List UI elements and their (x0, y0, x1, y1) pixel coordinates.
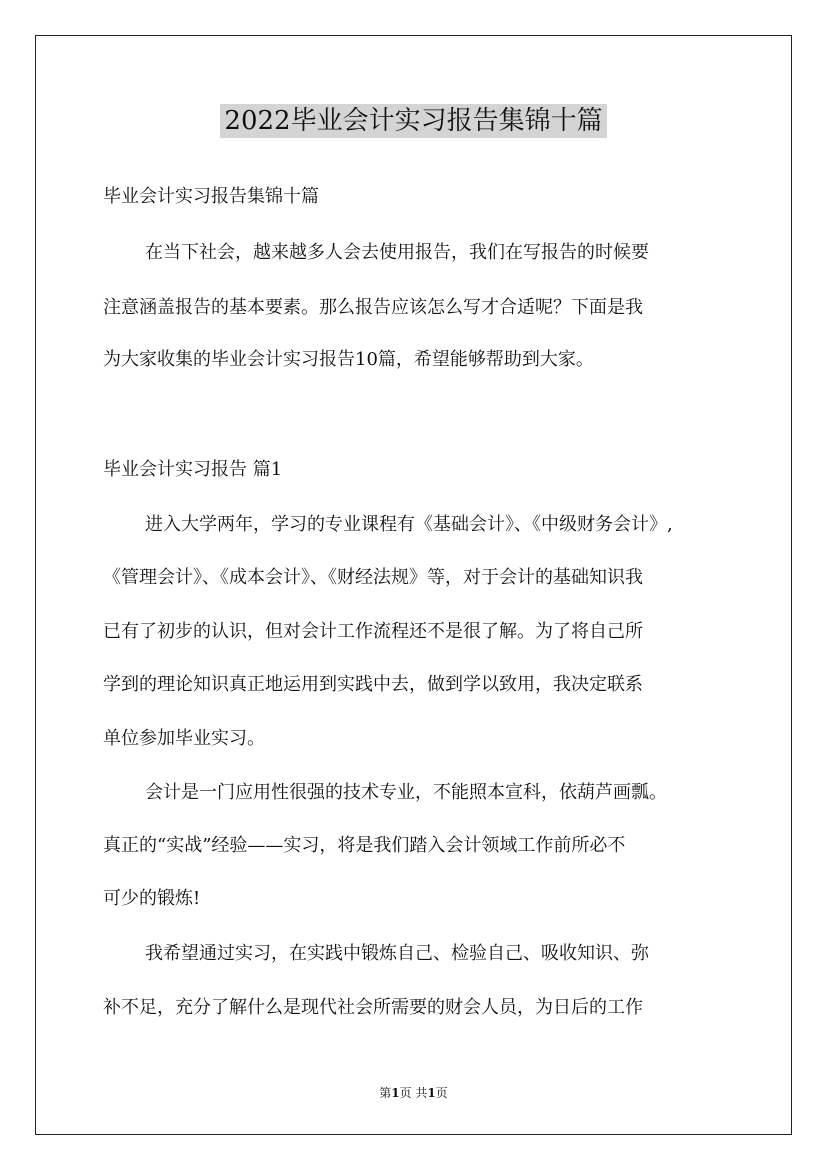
paragraph-line: 单位参加毕业实习。 (103, 728, 265, 749)
paragraph-line: 为大家收集的毕业会计实习报告10篇，希望能够帮助到大家。 (103, 349, 594, 370)
paragraph-line: 进入大学两年，学习的专业课程有《基础会计》、《中级财务会计》, (145, 514, 673, 535)
footer-current-page: 1 (391, 1086, 400, 1100)
paragraph-line: 会计是一门应用性很强的技术专业，不能照本宣科，依葫芦画瓢。 (145, 782, 667, 803)
paragraph-line: 《管理会计》、《成本会计》、《财经法规》等，对于会计的基础知识我 (103, 567, 643, 588)
footer-text: 页 (435, 1086, 448, 1100)
footer-text: 页 共 (399, 1086, 428, 1100)
paragraph-line: 可少的锻炼! (103, 888, 201, 909)
section-heading: 毕业会计实习报告 篇1 (103, 459, 283, 480)
paragraph-line: 补不足，充分了解什么是现代社会所需要的财会人员，为日后的工作 (103, 997, 643, 1018)
paragraph-line: 我希望通过实习，在实践中锻炼自己、检验自己、吸收知识、弥 (145, 943, 649, 964)
page-footer (0, 1084, 827, 1101)
document-title (0, 100, 827, 137)
document-title-text: 2022毕业会计实习报告集锦十篇 (220, 104, 606, 138)
subtitle-line: 毕业会计实习报告集锦十篇 (103, 186, 319, 207)
footer-text: 第 (379, 1086, 392, 1100)
paragraph-line: 已有了初步的认识，但对会计工作流程还不是很了解。为了将自己所 (103, 621, 643, 642)
footer-total-pages: 1 (427, 1086, 436, 1100)
paragraph-line: 注意涵盖报告的基本要素。那么报告应该怎么写才合适呢？下面是我 (103, 297, 643, 318)
paragraph-line: 在当下社会，越来越多人会去使用报告，我们在写报告的时候要 (145, 242, 649, 263)
paragraph-line: 真正的“实战”经验——实习，将是我们踏入会计领域工作前所必不 (103, 835, 626, 856)
paragraph-line: 学到的理论知识真正地运用到实践中去，做到学以致用，我决定联系 (103, 674, 643, 695)
